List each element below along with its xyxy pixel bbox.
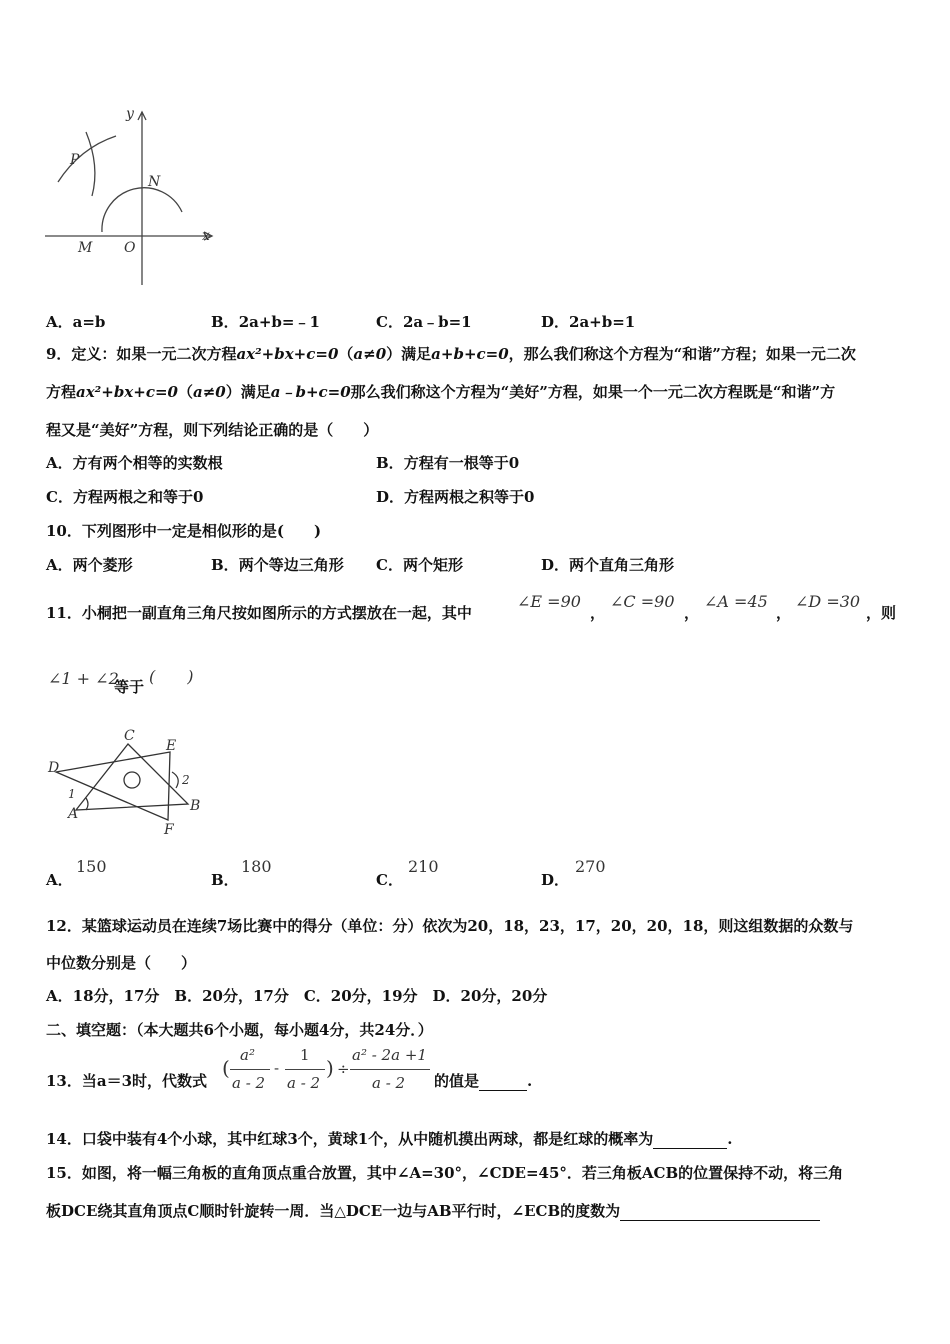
label-y: y [126,106,134,122]
text: （ [177,383,193,401]
label-p: P [70,152,80,168]
q9-option-b[interactable] [376,453,519,473]
option-text: 两个矩形 [402,556,463,574]
text: （ [338,345,354,363]
q11-option-c-value: 210 [408,857,439,876]
q8-option-d[interactable] [541,312,635,332]
option-label: B． [376,454,404,472]
option-label: A． [46,454,73,472]
option-text: 方有两个相等的实数根 [72,454,223,472]
condition: a≠0 [353,345,387,363]
option-label: D． [541,313,570,331]
angle-2-arc [172,772,178,788]
option-label: C． [376,556,403,574]
text: 方程 [46,383,77,401]
arc-p-1 [58,136,116,182]
frac1-bar [230,1069,270,1070]
angle-e: ∠E =90 [517,592,581,611]
label-f: F [164,822,174,838]
option-text: a=b [72,313,106,331]
text: 12．某篮球运动员在连续7场比赛中的得分（单位：分）依次为20，18，23，17，20，20，18，则这组数据的众数与 [46,917,854,935]
q13-pre [46,1071,207,1091]
text: 中位数分别是（ ） [46,954,197,972]
q11-option-a[interactable] [46,870,73,890]
rparen: ) [326,1056,334,1080]
lparen: ( [222,1056,230,1080]
option-text: 两个菱形 [72,556,133,574]
q10-stem [46,521,321,541]
frac2-bar [285,1069,325,1070]
q9-option-c[interactable] [46,487,203,507]
frac3-bar [350,1069,430,1070]
q12-line-1 [46,916,853,936]
angle-a: ∠A =45 [704,592,768,611]
comma: ， [776,604,792,622]
text: 13．当a＝3时，代数式 [46,1072,208,1090]
q14 [46,1129,732,1149]
option-label: B． [211,871,239,889]
label-d: D [48,760,60,776]
option-label: D． [376,488,405,506]
frac2-den: a - 2 [287,1074,321,1092]
answer-blank[interactable] [479,1074,527,1091]
q8-option-c[interactable] [376,312,472,332]
q10-option-c[interactable] [376,555,463,575]
text: . [527,1072,533,1090]
condition: a﹣b+c=0 [270,383,351,401]
q15-line-1 [46,1163,843,1183]
section-2-heading [46,1020,433,1040]
text: ，那么我们称这个方程为“和谐”方程；如果一元二次 [508,345,856,363]
equation: ax²+bx+c=0 [236,345,339,363]
q10-option-b[interactable] [211,555,344,575]
condition: a≠0 [192,383,226,401]
text: ）满足 [225,383,271,401]
q11-option-a-value: 150 [76,857,107,876]
text: 10．下列图形中一定是相似形的是( ) [46,522,322,540]
option-text: 2a﹣b=1 [402,313,472,331]
option-label: B． [211,313,239,331]
q10-option-d[interactable] [541,555,674,575]
equals-text: 等于 [114,678,145,696]
option-text: 2a+b=1 [569,313,636,331]
comma: ， [590,604,606,622]
q9-line-1 [46,344,856,364]
option-label: A． [46,556,73,574]
text: 9．定义：如果一元二次方程 [46,345,237,363]
option-label: C． [376,313,403,331]
q13-post [434,1071,532,1091]
text: 的值是 [434,1072,480,1090]
q8-option-b[interactable] [211,312,320,332]
text: 程又是“美好”方程，则下列结论正确的是（ ） [46,421,379,439]
comma: ， [684,604,700,622]
text: 11．小桐把一副直角三角尺按如图所示的方式摆放在一起，其中 [46,604,472,622]
minus: - [274,1059,280,1077]
q9-option-a[interactable] [46,453,223,473]
option-label: D． [541,871,570,889]
answer-blank[interactable] [653,1132,727,1149]
q11-option-d-value: 270 [575,857,606,876]
q15-line-2 [46,1201,820,1221]
option-label: B． [211,556,239,574]
q8-figure [40,100,230,295]
options-text: A．18分，17分 B．20分，17分 C．20分，19分 D．20分，20分 [46,987,548,1005]
text: 14．口袋中装有4个小球，其中红球3个，黄球1个，从中随机摸出两球，都是红球的概率为 [46,1130,654,1148]
angle-1-arc [86,798,88,810]
q9-line-2 [46,382,835,402]
label-c: C [124,728,135,744]
option-label: C． [46,488,73,506]
option-text: 2a+b=﹣1 [238,313,320,331]
center-circle [124,772,140,788]
text: 板DCE绕其直角顶点C顺时针旋转一周．当△DCE一边与AB平行时，∠ECB的度数为 [46,1202,621,1220]
q11-option-c[interactable] [376,870,403,890]
label-b: B [190,798,201,814]
frac3-num: a² - 2a +1 [352,1046,427,1064]
label-2: 2 [182,773,190,787]
frac1-num: a² [240,1046,255,1064]
q12-line-2 [46,953,196,973]
q9-line-3 [46,420,378,440]
frac3-den: a - 2 [372,1074,406,1092]
text: 二、填空题：（本大题共6个小题，每小题4分，共24分．） [46,1021,433,1039]
q12-options[interactable] [46,986,547,1006]
condition: a+b+c=0 [431,345,509,363]
q11-figure [40,722,220,840]
option-label: D． [541,556,570,574]
option-label: C． [376,871,403,889]
q11-option-d[interactable] [541,870,569,890]
option-label: A． [46,871,73,889]
label-1: 1 [68,787,76,801]
text: 15．如图，将一幅三角板的直角顶点重合放置，其中∠A=30°，∠CDE=45°．若三角板ACB的位置保持不动，将三角 [46,1164,844,1182]
option-label: A． [46,313,73,331]
q11-stem [46,603,472,623]
option-text: 方程有一根等于0 [403,454,520,472]
angle-c: ∠C =90 [610,592,675,611]
label-e: E [166,738,177,754]
q11-option-b-value: 180 [241,857,272,876]
divide: ÷ [337,1060,350,1078]
angle-d: ∠D =30 [795,592,861,611]
q11-option-b[interactable] [211,870,239,890]
angle-sum: ∠1 + ∠2 [48,669,119,688]
then: ，则 [866,604,897,622]
label-m: M [78,240,93,256]
answer-blank[interactable] [620,1204,820,1221]
equation: ax²+bx+c=0 [76,383,178,401]
text: ）满足 [386,345,432,363]
label-o: O [124,240,136,256]
option-text: 方程两根之积等于0 [404,488,535,506]
label-x: x [202,228,210,244]
option-text: 两个等边三角形 [238,556,344,574]
q8-option-a[interactable] [46,312,105,332]
frac2-num: 1 [300,1046,310,1064]
q9-option-d[interactable] [376,487,534,507]
label-a: A [68,806,79,822]
text: 那么我们称这个方程为“美好”方程，如果一个一元二次方程既是“和谐”方 [350,383,836,401]
arc-p-2 [86,132,95,196]
text: . [727,1130,733,1148]
option-text: 方程两根之和等于0 [72,488,204,506]
label-n: N [148,174,161,190]
option-text: 两个直角三角形 [569,556,675,574]
answer-paren: ( ) [149,667,194,686]
q10-option-a[interactable] [46,555,133,575]
frac1-den: a - 2 [232,1074,266,1092]
